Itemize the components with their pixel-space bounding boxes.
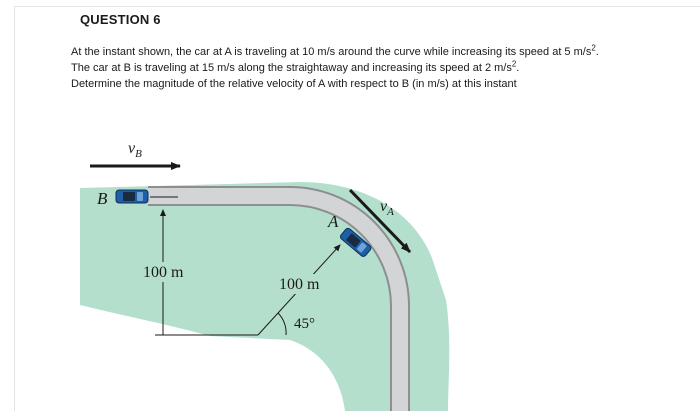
car-b-label: B [97, 189, 108, 208]
car-a-label: A [328, 212, 339, 231]
dim-radius-label: 100 m [279, 276, 320, 293]
question-title: QUESTION 6 [80, 12, 161, 27]
car-b-icon [116, 190, 148, 203]
question-line-2: The car at B is traveling at 15 m/s along the straightaway and increasing its speed at 2 $m/s^2$. [71, 59, 520, 74]
dim-vertical-label: 100 m [143, 264, 184, 281]
question-line-1: At the instant shown, the car at A is traveling at 10 m/s around the curve while increasing its speed at 5 $m/s^2$. [71, 43, 599, 58]
question-line-3: Determine the magnitude of the relative velocity of A with respect to B (in m/s) at this instant [71, 78, 517, 90]
vb-label: $v_B$ [128, 140, 142, 160]
va-label: $v_A$ [380, 198, 394, 218]
angle-label: 45° [294, 316, 315, 332]
